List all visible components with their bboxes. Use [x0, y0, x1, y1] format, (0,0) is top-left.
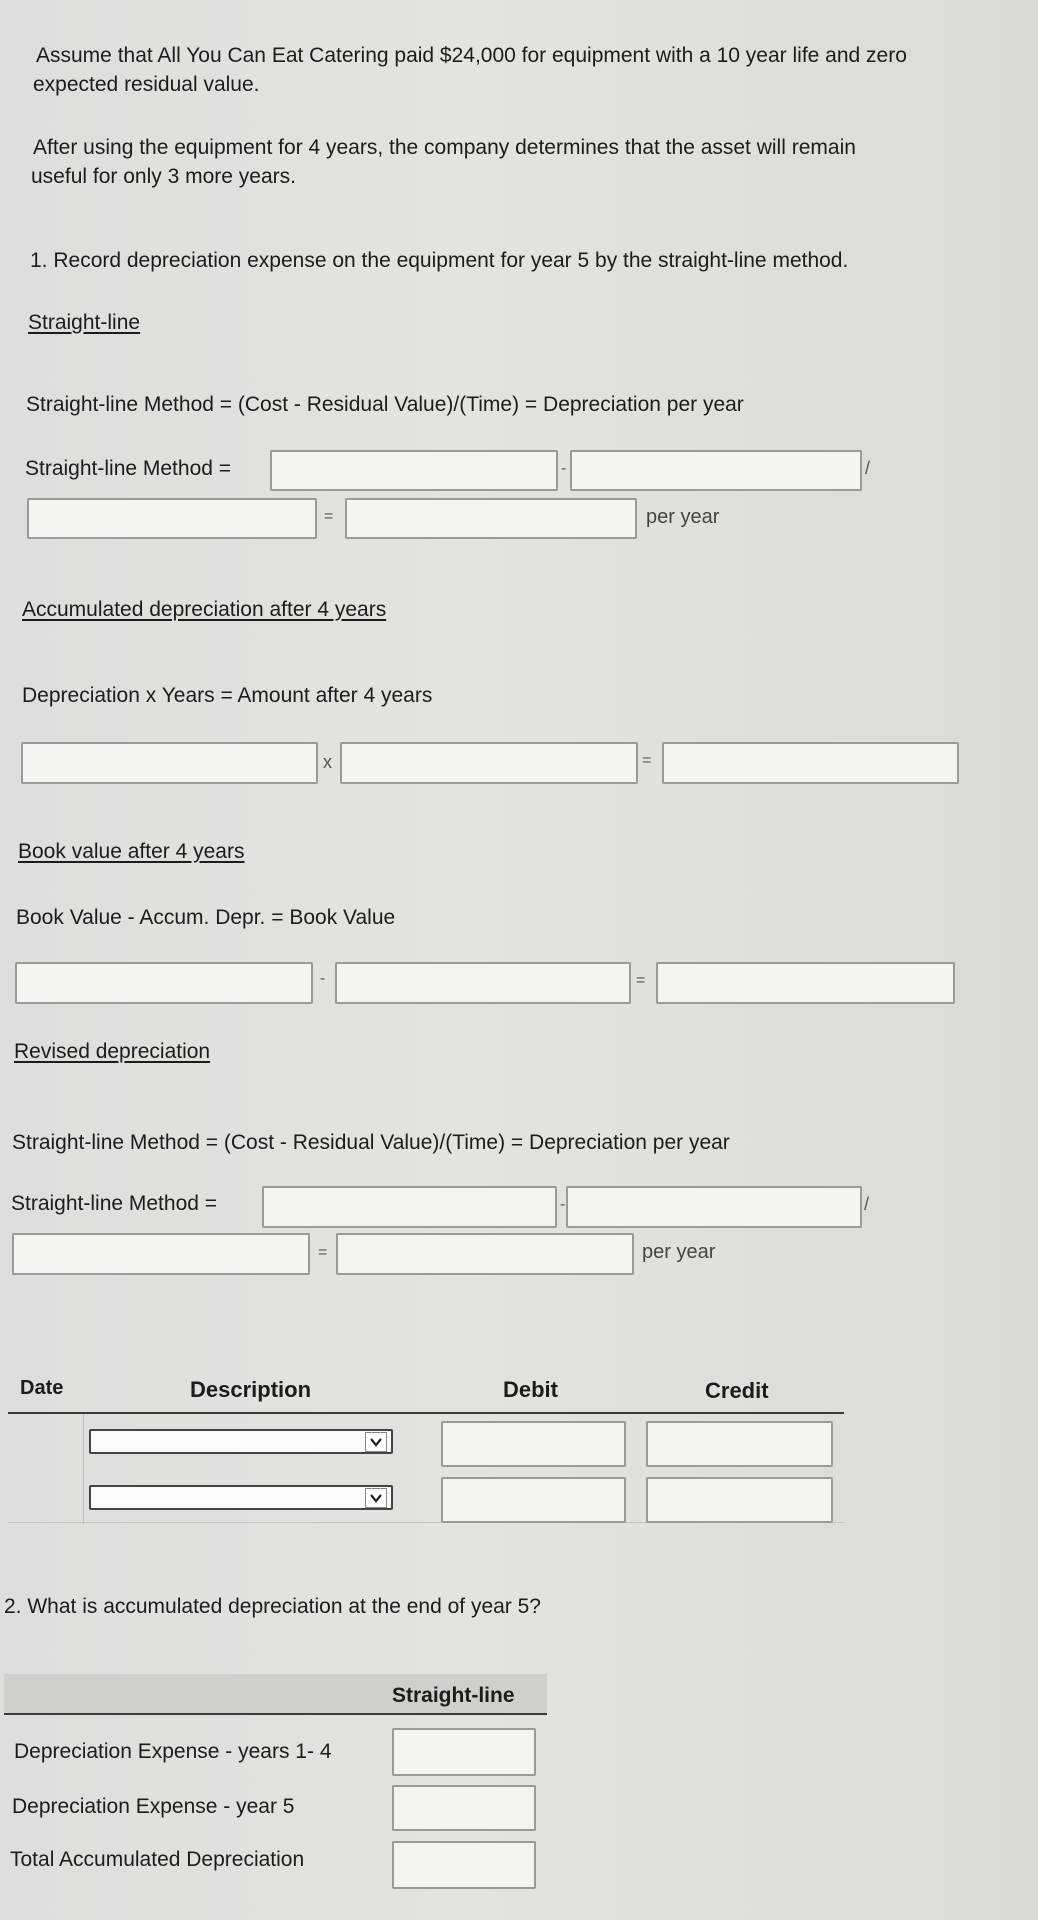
journal-row-2-debit-input[interactable]	[441, 1477, 626, 1523]
sl-cost-input[interactable]	[270, 450, 558, 491]
journal-column-divider	[83, 1414, 84, 1524]
rev-residual-input[interactable]	[566, 1186, 862, 1228]
intro-line-1: Assume that All You Can Eat Catering paid $24,000 for equipment with a 10 year life and zero	[36, 44, 907, 67]
accumulated-heading: Accumulated depreciation after 4 years	[22, 598, 387, 621]
rev-slash-sign: /	[864, 1194, 870, 1214]
journal-row-1-credit-input[interactable]	[646, 1421, 833, 1467]
rev-per-year: per year	[642, 1241, 716, 1263]
summary-total-input[interactable]	[392, 1841, 536, 1889]
intro-line-2b: useful for only 3 more years.	[31, 165, 296, 188]
journal-row-2-account-select[interactable]	[89, 1485, 393, 1510]
journal-row-2-credit-input[interactable]	[646, 1477, 833, 1523]
acc-amount-input[interactable]	[662, 742, 959, 784]
bv-result-input[interactable]	[656, 962, 955, 1004]
revised-formula: Straight-line Method = (Cost - Residual Value)/(Time) = Depreciation per year	[12, 1131, 730, 1154]
intro-line-1b: expected residual value.	[33, 73, 260, 96]
summary-row-label-years-1-4: Depreciation Expense - years 1- 4	[14, 1740, 332, 1763]
book-value-heading: Book value after 4 years	[18, 840, 245, 863]
bv-cost-input[interactable]	[15, 962, 313, 1004]
chevron-down-icon	[365, 1488, 387, 1508]
question-1: 1. Record depreciation expense on the equipment for year 5 by the straight-line method.	[30, 249, 849, 272]
summary-years-1-4-input[interactable]	[392, 1728, 536, 1776]
revised-method-label: Straight-line Method =	[11, 1192, 218, 1215]
journal-header-rule	[8, 1412, 844, 1414]
journal-header-debit: Debit	[503, 1377, 558, 1402]
bv-accum-input[interactable]	[335, 962, 631, 1004]
summary-row-label-year-5: Depreciation Expense - year 5	[12, 1795, 295, 1818]
summary-header-straight-line: Straight-line	[392, 1684, 515, 1707]
journal-header-credit: Credit	[705, 1378, 769, 1403]
rev-result-input[interactable]	[336, 1233, 634, 1275]
acc-times-sign: x	[323, 752, 332, 772]
book-value-formula: Book Value - Accum. Depr. = Book Value	[16, 906, 396, 929]
rev-equals-sign: =	[318, 1244, 328, 1261]
bv-equals-sign: =	[636, 972, 646, 989]
journal-header-date: Date	[20, 1377, 64, 1399]
sl-time-input[interactable]	[27, 498, 317, 539]
accumulated-formula: Depreciation x Years = Amount after 4 years	[22, 684, 433, 707]
journal-row-1-debit-input[interactable]	[441, 1421, 626, 1467]
intro-line-2: After using the equipment for 4 years, the company determines that the asset will remain	[33, 136, 856, 159]
acc-depreciation-input[interactable]	[21, 742, 318, 784]
rev-minus-sign: -	[560, 1196, 566, 1213]
summary-header-rule	[4, 1713, 547, 1715]
sl-per-year: per year	[646, 506, 720, 528]
summary-year-5-input[interactable]	[392, 1785, 536, 1831]
journal-header-description: Description	[190, 1377, 312, 1402]
sl-minus-sign: -	[561, 460, 567, 477]
sl-slash-sign: /	[865, 458, 871, 478]
revised-heading: Revised depreciation	[14, 1040, 211, 1063]
sl-residual-input[interactable]	[570, 450, 862, 491]
question-2: 2. What is accumulated depreciation at the end of year 5?	[4, 1595, 541, 1618]
chevron-down-icon	[365, 1432, 387, 1452]
summary-row-label-total: Total Accumulated Depreciation	[10, 1848, 305, 1871]
straight-line-formula: Straight-line Method = (Cost - Residual Value)/(Time) = Depreciation per year	[26, 393, 744, 416]
journal-row-1-account-select[interactable]	[89, 1429, 393, 1454]
sl-equals-sign: =	[324, 508, 334, 525]
acc-equals-sign: =	[642, 752, 652, 769]
straight-line-heading: Straight-line	[28, 311, 141, 334]
bv-minus-sign: -	[320, 970, 326, 987]
rev-cost-input[interactable]	[262, 1186, 557, 1228]
sl-result-input[interactable]	[345, 498, 637, 539]
rev-time-input[interactable]	[12, 1233, 310, 1275]
acc-years-input[interactable]	[340, 742, 638, 784]
straight-line-method-label: Straight-line Method =	[25, 457, 232, 480]
